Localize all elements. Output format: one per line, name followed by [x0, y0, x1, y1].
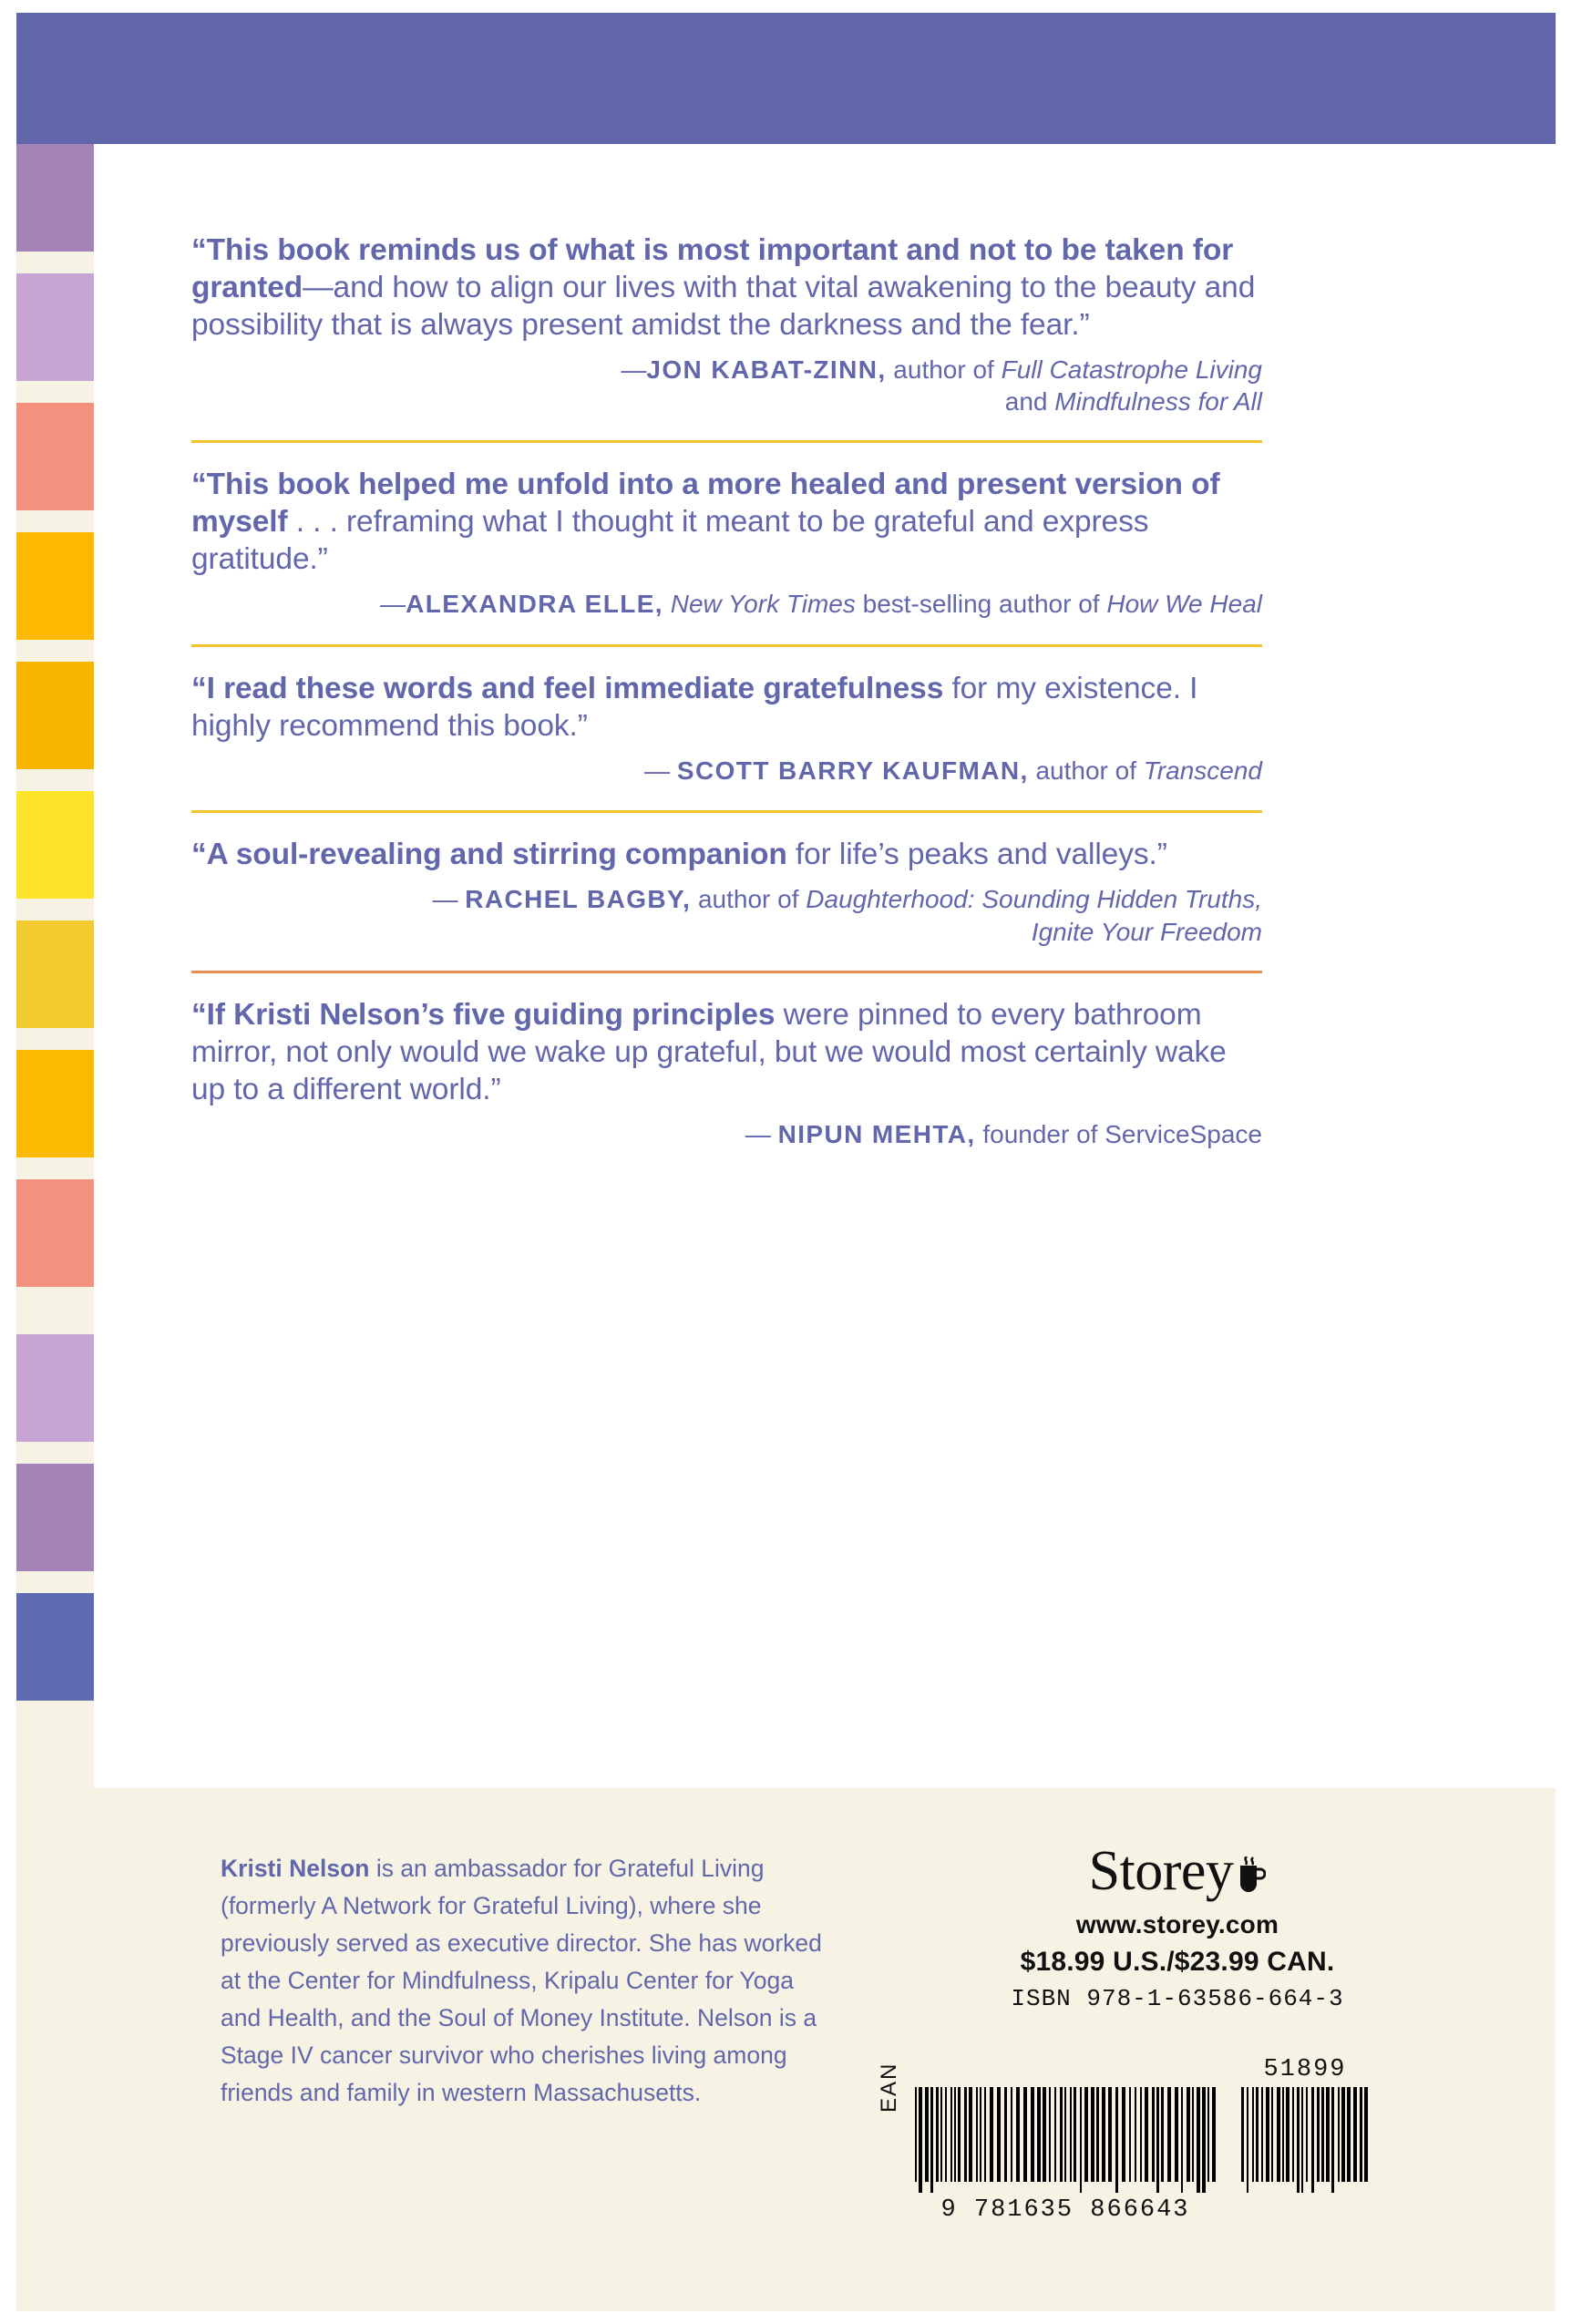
barcode-bar	[969, 2087, 972, 2182]
quote-rest: for life’s peaks and valleys.”	[786, 838, 1167, 872]
swatch-cream	[16, 252, 94, 273]
quote-rest: —and how to align our lives with that vital awakening to the beauty and possibility that is always present amidst the darkness and the fear.”	[191, 270, 1256, 342]
quote-divider	[191, 810, 1262, 813]
barcode-bar	[1286, 2087, 1289, 2182]
attrib-work-title: Full Catastrophe Living	[1001, 355, 1262, 384]
barcode-bar	[1277, 2087, 1280, 2182]
attrib-dash: —	[380, 589, 406, 618]
attrib-name: RACHEL BAGBY,	[465, 885, 692, 914]
swatch-cream	[16, 1571, 94, 1593]
quote-block	[191, 671, 1262, 787]
isbn-text: ISBN 978-1-63586-664-3	[1011, 1985, 1344, 2012]
barcode-bar	[1161, 2087, 1164, 2182]
barcode-bar	[1353, 2087, 1357, 2182]
attrib-role: founder of ServiceSpace	[975, 1119, 1262, 1148]
barcode-bar	[1135, 2087, 1136, 2182]
page-margin-left	[0, 0, 16, 2324]
barcode-bar	[925, 2087, 929, 2182]
attrib-name: SCOTT BARRY KAUFMAN,	[676, 756, 1029, 785]
barcode-bar	[1064, 2087, 1066, 2182]
barcode-bar	[964, 2087, 967, 2182]
barcode-bar	[1212, 2087, 1216, 2182]
swatch-mauve2	[16, 1464, 94, 1571]
quote-attribution	[191, 1118, 1262, 1151]
barcode-bar	[1326, 2087, 1330, 2182]
barcode-bar	[1108, 2087, 1112, 2182]
barcode-bar	[1347, 2087, 1351, 2182]
barcode-bar	[1031, 2087, 1034, 2182]
barcode-bar	[915, 2087, 917, 2182]
quote-lead: “I read these words and feel immediate gratefulness	[191, 671, 944, 705]
barcode-bar	[1122, 2087, 1125, 2182]
barcode-bar	[1261, 2087, 1263, 2182]
attrib-dash: —	[745, 1119, 778, 1148]
barcode-bar	[1084, 2087, 1088, 2182]
barcode-bar	[1096, 2087, 1099, 2182]
barcode-bar	[1129, 2087, 1131, 2182]
quote-divider	[191, 971, 1262, 973]
barcode-addon-5	[1241, 2087, 1369, 2198]
barcode-bar	[1156, 2087, 1159, 2193]
ean-label: EAN	[877, 2062, 901, 2113]
quote-attribution	[191, 354, 1262, 386]
price-text: $18.99 U.S./$23.99 CAN.	[1020, 1947, 1335, 1977]
barcode-bar	[1037, 2087, 1041, 2182]
barcode-ean13	[915, 2087, 1216, 2198]
attrib-work-title-2: How We Heal	[1106, 589, 1262, 618]
barcode-bar	[1152, 2087, 1155, 2182]
quote-block	[191, 837, 1262, 947]
barcode-bar	[936, 2087, 939, 2182]
attrib-name: NIPUN MEHTA,	[777, 1119, 976, 1148]
barcode-bar	[1115, 2087, 1118, 2193]
barcode-bar	[1023, 2087, 1027, 2182]
quote-attribution	[191, 755, 1262, 787]
swatch-cream	[16, 1028, 94, 1050]
swatch-cream	[16, 381, 94, 403]
barcode-bar	[1241, 2087, 1244, 2182]
barcode-bar	[1321, 2087, 1324, 2182]
barcode-bar	[1266, 2087, 1269, 2182]
barcode-bar	[1070, 2087, 1072, 2182]
mug-icon	[1235, 1856, 1266, 1893]
quote-text	[191, 997, 1262, 1109]
barcode-bar	[1360, 2087, 1362, 2182]
barcode-bar	[1197, 2087, 1200, 2193]
swatch-cream	[16, 1442, 94, 1464]
barcode-bar	[1282, 2087, 1284, 2182]
attrib-dash: —	[644, 756, 677, 785]
quote-text	[191, 467, 1262, 579]
attrib-role-2: best-selling author of	[855, 589, 1107, 618]
barcode-bar	[1060, 2087, 1063, 2182]
attrib-line2-prefix: and	[1004, 387, 1055, 416]
quote-text	[191, 837, 1262, 874]
attrib-role: author of	[886, 355, 1002, 384]
attrib-dash: —	[432, 885, 466, 914]
quote-attribution-line2	[191, 918, 1262, 947]
barcode-bar	[1004, 2087, 1007, 2182]
publisher-url[interactable]: www.storey.com	[1075, 1910, 1279, 1938]
barcode-number: 9 781635 866643	[940, 2196, 1190, 2224]
storey-logo	[895, 1840, 1460, 1902]
attrib-line2-title: Mindfulness for All	[1054, 387, 1262, 416]
attrib-role: author of	[1028, 756, 1144, 785]
swatch-cream	[16, 640, 94, 662]
barcode-bar	[997, 2087, 1001, 2182]
swatch-cream	[16, 510, 94, 532]
quote-text	[191, 232, 1262, 344]
attrib-work-title: Daughterhood: Sounding Hidden Truths,	[806, 885, 1262, 914]
barcode-bar	[950, 2087, 952, 2182]
quote-block	[191, 467, 1262, 620]
barcode-bar	[940, 2087, 942, 2182]
swatch-cream	[16, 1701, 94, 2311]
swatch-salmon	[16, 403, 94, 510]
barcode-bar	[1338, 2087, 1340, 2182]
barcode-bar	[1049, 2087, 1051, 2182]
barcode-bar	[930, 2087, 933, 2193]
barcode-bar	[1181, 2087, 1183, 2193]
page-margin-right	[1556, 0, 1572, 2324]
swatch-cream	[16, 769, 94, 791]
barcode-bar	[1341, 2087, 1345, 2182]
barcode-bar	[1247, 2087, 1248, 2193]
swatch-lilac2	[16, 1334, 94, 1442]
quote-attribution-line2	[191, 387, 1262, 416]
barcode-bar	[1175, 2087, 1178, 2182]
barcode-bar	[1317, 2087, 1320, 2182]
attrib-name: ALEXANDRA ELLE,	[406, 589, 663, 618]
publisher-block	[877, 1840, 1460, 2224]
quote-block	[191, 997, 1262, 1150]
barcode-bar	[919, 2087, 922, 2193]
top-color-band	[16, 13, 1556, 144]
attrib-line2-title: Ignite Your Freedom	[1031, 918, 1262, 947]
barcode-bar	[1145, 2087, 1148, 2182]
barcode-bar	[1364, 2087, 1368, 2182]
swatch-lilac	[16, 273, 94, 381]
barcode-bar	[1306, 2087, 1308, 2182]
swatch-cream	[16, 899, 94, 920]
barcode-bar	[1167, 2087, 1171, 2182]
barcode-bar	[1331, 2087, 1334, 2193]
quote-block	[191, 232, 1262, 416]
barcode-bar	[958, 2087, 961, 2182]
spine-color-swatch-strip	[16, 144, 94, 2311]
author-name: Kristi Nelson	[221, 1855, 370, 1882]
swatch-mustard	[16, 920, 94, 1028]
swatch-salmon2	[16, 1179, 94, 1287]
barcode-bar	[1102, 2087, 1105, 2182]
barcode-bar	[980, 2087, 981, 2182]
swatch-gold	[16, 662, 94, 769]
barcode-area	[877, 2056, 1369, 2233]
barcode-bar	[984, 2087, 986, 2182]
quote-lead: “This book reminds us of what is most important and not to be taken for granted	[191, 233, 1234, 304]
swatch-indigo	[16, 1593, 94, 1701]
barcode-bar	[1080, 2087, 1082, 2193]
quote-lead: “If Kristi Nelson’s five guiding principles	[191, 998, 776, 1033]
barcode-addon-number: 51899	[1263, 2056, 1347, 2083]
barcode-bar	[1297, 2087, 1300, 2193]
barcode-bar	[976, 2087, 978, 2182]
author-bio-text	[221, 1850, 840, 2112]
attrib-work-title: New York Times	[670, 589, 856, 618]
quote-divider	[191, 644, 1262, 647]
barcode-bar	[954, 2087, 956, 2182]
barcode-bar	[1252, 2087, 1254, 2182]
barcode-bar	[1202, 2087, 1206, 2193]
attrib-dash: —	[621, 355, 647, 384]
storey-logo-text: Storey	[1088, 1840, 1234, 1902]
barcode-bar	[990, 2087, 993, 2182]
quote-lead: “This book helped me unfold into a more healed and present version of myself	[191, 468, 1220, 540]
barcode-bar	[1311, 2087, 1314, 2193]
barcode-bar	[1054, 2087, 1056, 2182]
barcode-bar	[1292, 2087, 1294, 2182]
quote-rest: for my existence. I highly recommend this book.”	[191, 671, 1198, 743]
swatch-cream	[16, 1287, 94, 1334]
quote-rest: . . . reframing what I thought it meant to be grateful and express gratitude.”	[191, 505, 1149, 577]
author-bio-panel	[94, 1788, 1556, 2311]
swatch-mauve	[16, 144, 94, 252]
quote-attribution	[191, 883, 1262, 916]
quote-text	[191, 671, 1262, 746]
barcode-bar	[1207, 2087, 1209, 2182]
endorsement-quotes	[191, 232, 1262, 1150]
quote-attribution	[191, 588, 1262, 621]
attrib-role: author of	[691, 885, 807, 914]
quote-rest: were pinned to every bathroom mirror, not only would we wake up grateful, but we would most certainly wake up to a different world.”	[191, 998, 1227, 1106]
barcode-bar	[1011, 2087, 1012, 2182]
barcode-bar	[1091, 2087, 1094, 2182]
barcode-bar	[1192, 2087, 1194, 2182]
barcode-bar	[1256, 2087, 1259, 2182]
barcode-bar	[1301, 2087, 1303, 2193]
barcode-bar	[1016, 2087, 1020, 2182]
swatch-amber	[16, 532, 94, 640]
attrib-work-title: Transcend	[1143, 756, 1262, 785]
attrib-name: JON KABAT-ZINN,	[646, 355, 887, 384]
quote-divider	[191, 440, 1262, 443]
barcode-bar	[1043, 2087, 1046, 2182]
swatch-cream	[16, 1157, 94, 1179]
quote-lead: “A soul-revealing and stirring companion	[191, 838, 787, 872]
barcode-bar	[945, 2087, 947, 2182]
barcode-bar	[1140, 2087, 1142, 2182]
attrib-role	[663, 590, 671, 618]
barcode-bar	[1271, 2087, 1273, 2182]
barcode-bar	[1187, 2087, 1190, 2182]
swatch-yellow	[16, 791, 94, 899]
swatch-amber2	[16, 1050, 94, 1157]
author-bio-body: is an ambassador for Grateful Living (formerly A Network for Grateful Living), where she previously served as executive director. She has worked at the Center for Mindfulness, Kripalu Center for Yoga and Health, and the Soul of Money Institute. Nelson is a Stage IV cancer survivor who cherishes living among friends and family in western Massachusetts.	[221, 1855, 822, 2107]
barcode-bar	[1074, 2087, 1076, 2182]
